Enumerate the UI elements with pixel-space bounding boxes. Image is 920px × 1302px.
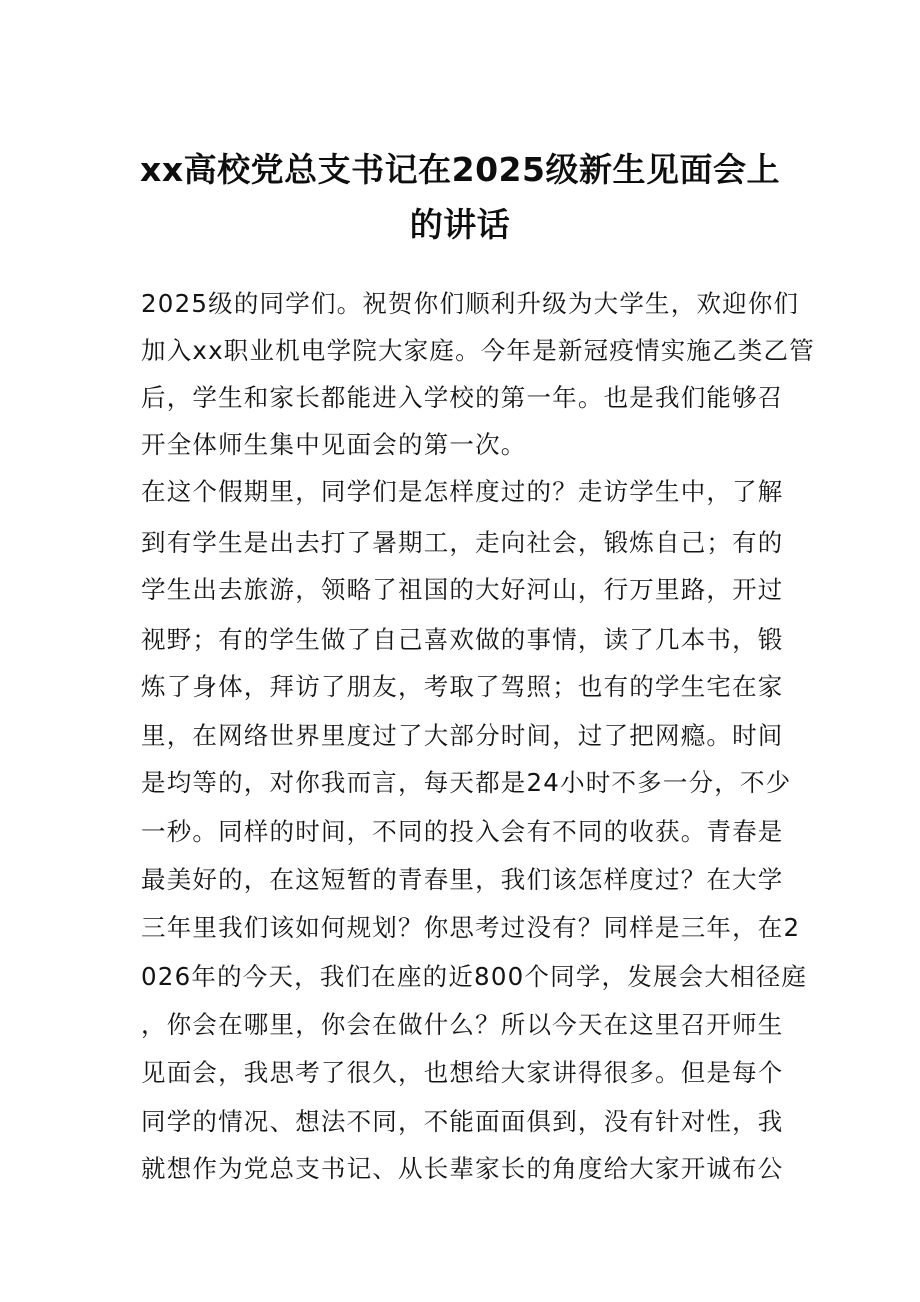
- body-line: 到有学生是出去打了暑期工，走向社会，锻炼自己；有的: [141, 528, 784, 557]
- body-line: 026年的今天，我们在座的近800个同学，发展会大相径庭: [141, 962, 808, 991]
- body-line: 是均等的，对你我而言，每天都是24小时不多一分，不少: [141, 768, 792, 797]
- body-line: 三年里我们该如何规划？你思考过没有？同样是三年，在2: [141, 913, 801, 942]
- body-line: 一秒。同样的时间，不同的投入会有不同的收获。青春是: [141, 817, 784, 846]
- body-line: 在这个假期里，同学们是怎样度过的？走访学生中，了解: [141, 477, 784, 506]
- body-line: 加入xx职业机电学院大家庭。今年是新冠疫情实施乙类乙管: [141, 336, 815, 365]
- body-line: 开全体师生集中见面会的第一次。: [141, 430, 527, 459]
- document-title-line-2: 的讲话: [409, 205, 511, 244]
- body-line: 见面会，我思考了很久，也想给大家讲得很多。但是每个: [141, 1058, 784, 1087]
- body-line: 里，在网络世界里度过了大部分时间，过了把网瘾。时间: [141, 721, 784, 750]
- body-line: ，你会在哪里，你会在做什么？所以今天在这里召开师生: [141, 1010, 784, 1039]
- body-line: 后，学生和家长都能进入学校的第一年。也是我们能够召: [141, 383, 784, 412]
- body-line: 最美好的，在这短暂的青春里，我们该怎样度过？在大学: [141, 865, 784, 894]
- document-title-line-1: xx高校党总支书记在2025级新生见面会上: [140, 150, 780, 189]
- body-line: 2025级的同学们。祝贺你们顺利升级为大学生，欢迎你们: [141, 289, 800, 318]
- body-line: 同学的情况、想法不同，不能面面俱到，没有针对性，我: [141, 1107, 784, 1136]
- body-line: 学生出去旅游，领略了祖国的大好河山，行万里路，开过: [141, 575, 784, 604]
- body-line: 就想作为党总支书记、从长辈家长的角度给大家开诚布公: [141, 1154, 784, 1183]
- body-line: 视野；有的学生做了自己喜欢做的事情，读了几本书，锻: [141, 625, 784, 654]
- body-line: 炼了身体，拜访了朋友，考取了驾照；也有的学生宅在家: [141, 672, 784, 701]
